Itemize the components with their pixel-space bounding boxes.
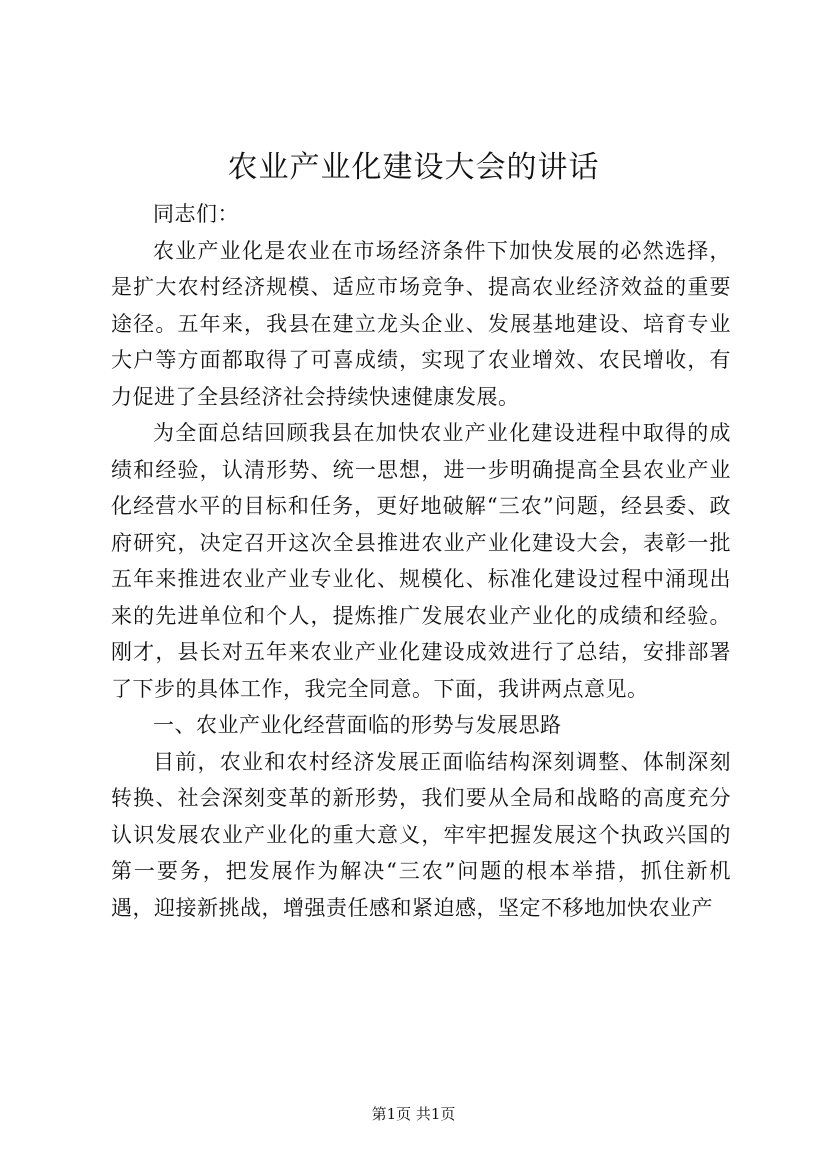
paragraph: 为全面总结回顾我县在加快农业产业化建设进程中取得的成绩和经验，认清形势、统一思想，进一步明确提高全县农业产业化经营水平的目标和任务，更好地破解“三农”问题，经县委、政府研究，决定召开这次全县推进农业产业化建设大会，表彰一批五年来推进农业产业专业化、规模化、标准化建设过程中涌现出来的先进单位和个人，提炼推广发展农业产业化的成绩和经验。刚才，县长对五年来农业产业化建设成效进行了总结，安排部署了下步的具体工作，我完全同意。下面，我讲两点意见。	[111, 421, 731, 701]
page-number-footer: 第1页 共1页	[371, 1105, 456, 1123]
paragraph: 农业产业化是农业在市场经济条件下加快发展的必然选择，是扩大农村经济规模、适应市场竞争、提高农业经济效益的重要途径。五年来，我县在建立龙头企业、发展基地建设、培育专业大户等方面都取得了可喜成绩，实现了农业增效、农民增收，有力促进了全县经济社会持续快速健康发展。	[111, 238, 731, 409]
section-heading: 一、农业产业化经营面临的形势与发展思路	[153, 713, 562, 737]
document-body	[111, 196, 731, 926]
paragraph: 目前，农业和农村经济发展正面临结构深刻调整、体制深刻转换、社会深刻变革的新形势，我们要从全局和战略的高度充分认识发展农业产业化的重大意义，牢牢把握发展这个执政兴国的第一要务，把发展作为解决“三农”问题的根本举措，抓住新机遇，迎接新挑战，增强责任感和紧迫感，坚定不移地加快农业产	[111, 749, 731, 920]
document-title: 农业产业化建设大会的讲话	[227, 150, 600, 185]
salutation: 同志们：	[153, 202, 239, 226]
